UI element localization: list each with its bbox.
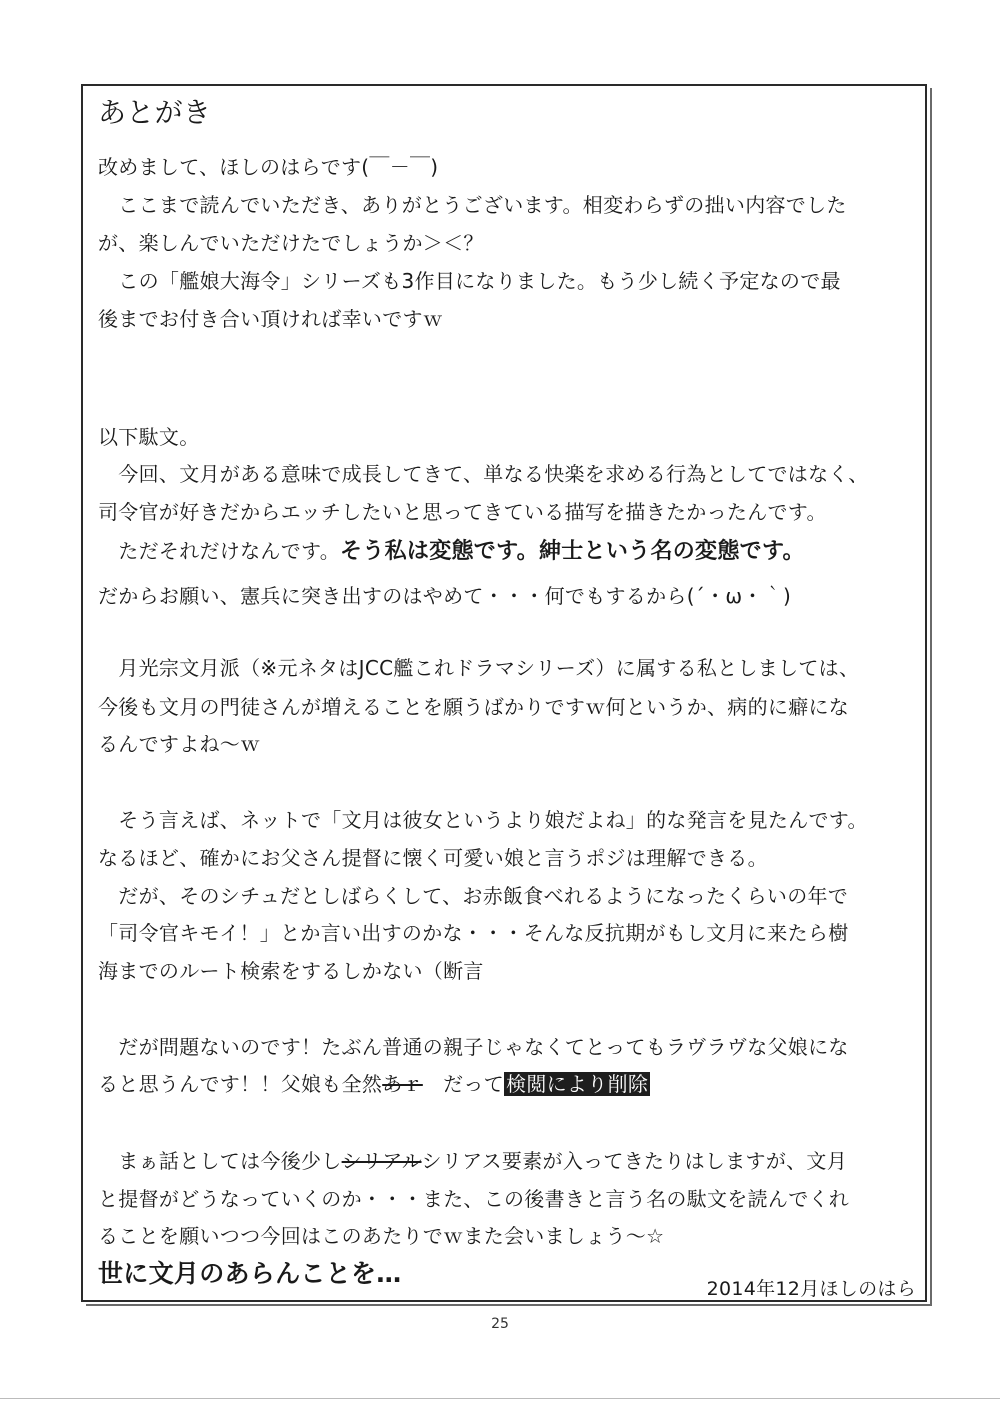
text-line: この「艦娘大海令」シリーズも3作目になりました。もう少し続く予定なので最	[98, 269, 841, 293]
text-line: そう言えば、ネットで「文月は彼女というより娘だよね」的な発言を見たんです。	[98, 808, 868, 832]
censored-label: 検閲により削除	[506, 1072, 649, 1096]
text-line: 後までお付き合い頂ければ幸いですｗ	[98, 307, 444, 331]
page-number: 25	[491, 1316, 509, 1332]
text-line: 改めまして、ほしのはらです(￣－￣)	[98, 155, 439, 179]
serial-line-post: シリアス要素が入ってきたりはしますが、文月	[421, 1149, 848, 1173]
text-line: だが問題ないのです！たぶん普通の親子じゃなくてとってもラヴラヴな父娘にな	[98, 1035, 849, 1059]
text-line: だからお願い、憲兵に突き出すのはやめて・・・何でもするから(´・ω・｀)	[98, 584, 792, 608]
text-line: が、楽しんでいただけたでしょうか＞＜？	[98, 231, 484, 255]
afterword-heading: あとがき	[98, 96, 212, 129]
censor-line-mid: だって	[422, 1072, 505, 1096]
text-line: 今回、文月がある意味で成長してきて、単なる快楽を求める行為としてではなく、	[98, 462, 869, 486]
text-line: と提督がどうなっていくのか・・・また、この後書きと言う名の駄文を読んでくれ	[98, 1187, 850, 1211]
emphasis-line	[98, 538, 805, 565]
emphasis-bold: そう私は変態です。紳士という名の変態です。	[340, 539, 805, 564]
text-line: 月光宗文月派（※元ネタはJCC艦これドラマシリーズ）に属する私としましては、	[98, 656, 860, 680]
text-line: なるほど、確かにお父さん提督に懐く可愛い娘と言うポジは理解できる。	[98, 846, 768, 870]
text-line: ることを願いつつ今回はこのあたりでｗまた会いましょう～☆	[98, 1224, 665, 1248]
struck-text: シリアル	[341, 1149, 422, 1173]
struck-text: あｒ	[382, 1072, 423, 1096]
text-line: 「司令官キモイ！」とか言い出すのかな・・・そんな反抗期がもし文月に来たら樹	[98, 921, 849, 945]
text-line: 司令官が好きだからエッチしたいと思ってきている描写を描きたかったんです。	[98, 500, 827, 524]
text-line: 海までのルート検索をするしかない（断言	[98, 959, 484, 983]
text-line: 以下駄文。	[98, 425, 200, 449]
closing-line: 世に文月のあらんことを…	[98, 1259, 402, 1288]
bottom-rule	[0, 1398, 1000, 1399]
serial-line-pre: まぁ話としては今後少し	[98, 1149, 342, 1173]
afterword-frame	[81, 84, 927, 1302]
serial-line	[98, 1148, 847, 1174]
text-line: だが、そのシチュだとしばらくして、お赤飯食べれるようになったくらいの年で	[98, 884, 849, 908]
text-line: 今後も文月の門徒さんが増えることを願うばかりですｗ何というか、病的に癖にな	[98, 695, 850, 719]
text-line: ここまで読んでいただき、ありがとうございます。相変わらずの拙い内容でした	[98, 193, 847, 217]
signature: 2014年12月ほしのはら	[706, 1278, 916, 1300]
censor-line	[98, 1071, 650, 1097]
censor-line-pre: ると思うんです！！父娘も全然	[98, 1072, 383, 1096]
text-line: るんですよね～ｗ	[98, 732, 261, 756]
emphasis-normal: ただそれだけなんです。	[98, 539, 340, 563]
